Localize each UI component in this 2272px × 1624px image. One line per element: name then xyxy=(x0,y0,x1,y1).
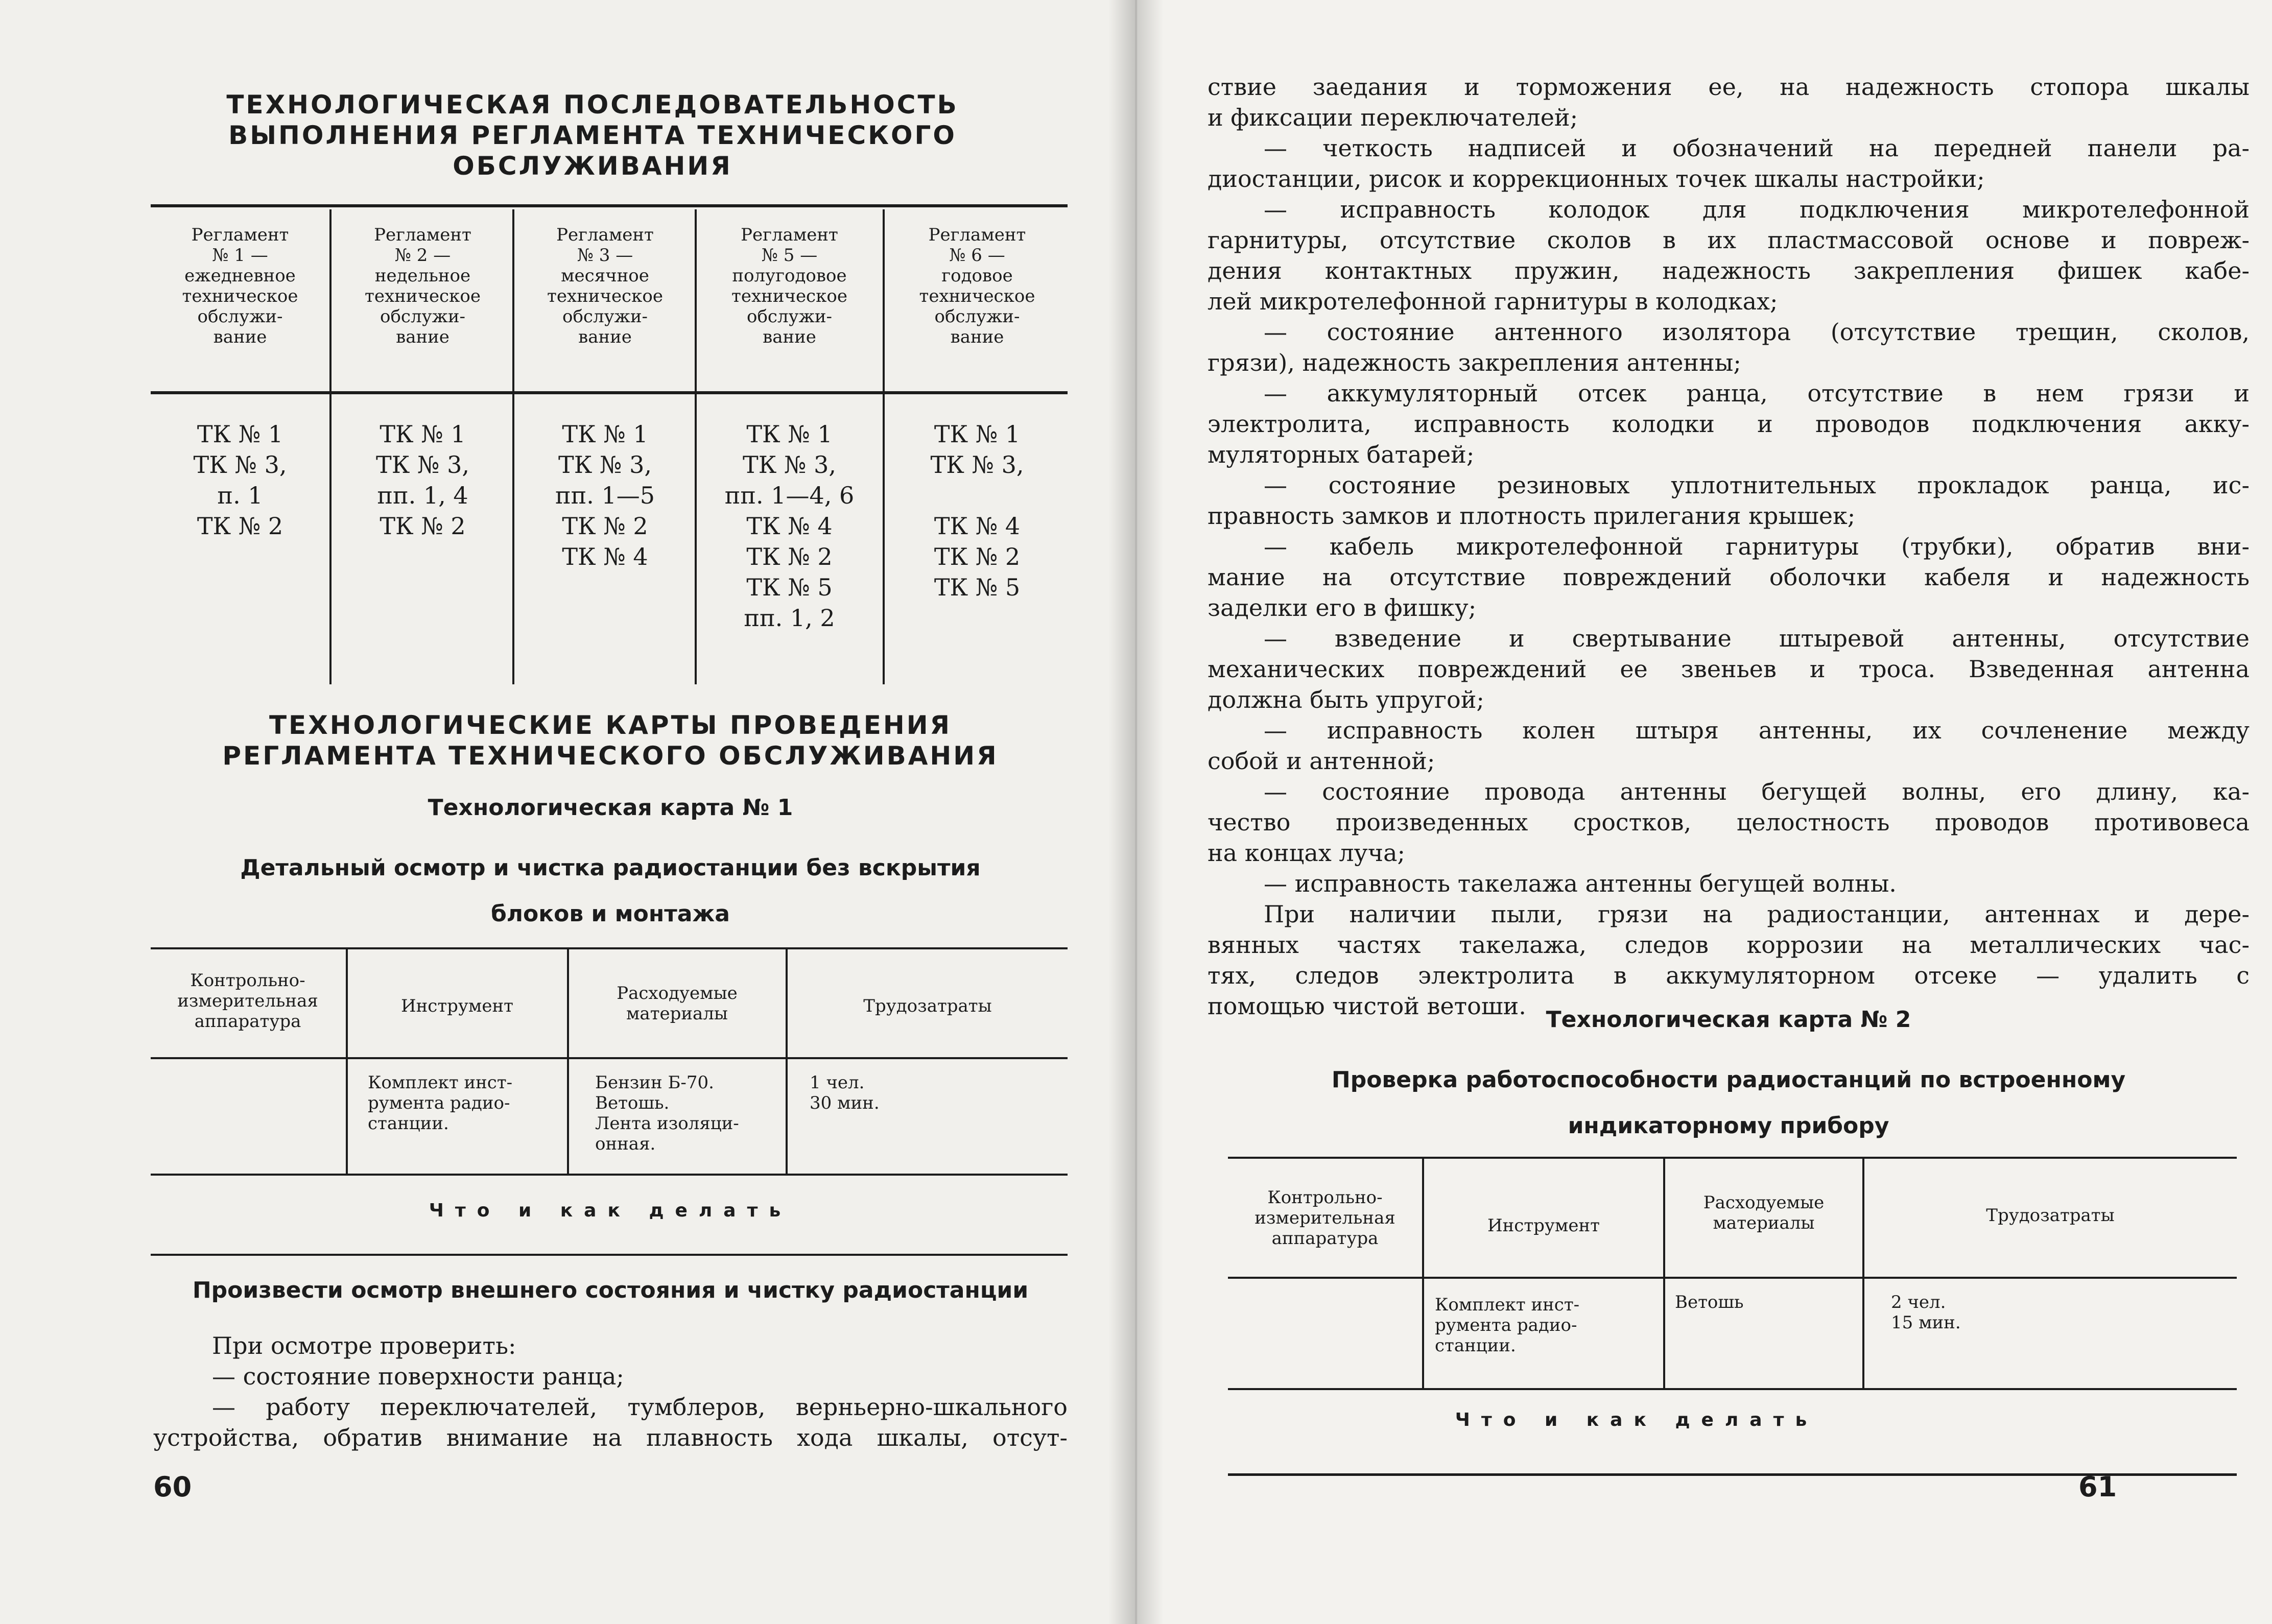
text-line: — состояние антенного изолятора (отсутствие трещин, сколов, xyxy=(1264,318,2250,346)
table-cell: ТК № 4 xyxy=(746,512,833,540)
table-cell: ТК № 4 xyxy=(562,543,648,570)
text-line: — состояние поверхности ранца; xyxy=(212,1363,624,1390)
cell-line: онная. xyxy=(595,1134,656,1154)
header-line: № 1 — xyxy=(212,245,268,266)
table-cell: ТК № 2 xyxy=(746,543,833,570)
table-header-rule xyxy=(151,391,1068,394)
text-line: При осмотре проверить: xyxy=(212,1332,516,1359)
column-divider xyxy=(329,209,332,684)
text-line: собой и антенной; xyxy=(1208,747,1435,775)
header-line: Регламент xyxy=(741,225,838,245)
header-equipment xyxy=(153,970,342,1032)
column-divider xyxy=(512,209,514,684)
table-cell: ТК № 3, xyxy=(193,451,287,479)
header-line: материалы xyxy=(1713,1213,1815,1233)
card1-text xyxy=(153,1330,1068,1453)
table-cell: ТК № 1 xyxy=(197,420,283,448)
cell-line: Лента изоляци- xyxy=(595,1113,739,1134)
header-line: техническое xyxy=(547,286,663,306)
header-line: вание xyxy=(213,327,267,347)
reglament-column-3 xyxy=(517,419,693,572)
header-labor xyxy=(1866,1205,2234,1226)
text-line: — состояние провода антенны бегущей волны, его длину, ка- xyxy=(1264,778,2250,805)
header-line: Регламент xyxy=(928,225,1026,245)
text-line: — аккумуляторный отсек ранца, отсутствие в нем грязи и xyxy=(1264,379,2250,407)
table-cell: ТК № 2 xyxy=(380,512,466,540)
column-divider xyxy=(1663,1159,1665,1388)
header-line: обслужи- xyxy=(746,306,832,327)
header-line: ежедневное xyxy=(184,266,296,286)
header-line: Инструмент xyxy=(401,996,513,1016)
text-line: правность замков и плотность прилегания крышек; xyxy=(1208,502,1856,530)
card2-title: Технологическая карта № 2 xyxy=(1546,1007,1911,1033)
subtitle-line: Проверка работоспособности радиостанций по встроенному xyxy=(1331,1067,2126,1093)
table-cell: ТК № 1 xyxy=(746,420,833,448)
right-page xyxy=(1136,0,2272,1624)
subtitle-line: блоков и монтажа xyxy=(491,901,730,927)
section-title-line: РЕГЛАМЕНТА ТЕХНИЧЕСКОГО ОБСЛУЖИВАНИЯ xyxy=(222,741,999,771)
table-bottom-rule xyxy=(151,1254,1068,1256)
reglament-header-1 xyxy=(153,225,327,347)
page-number: 60 xyxy=(153,1471,192,1503)
text-line: мание на отсутствие повреждений оболочки кабеля и надежность xyxy=(1208,563,2250,591)
text-line: должна быть упругой; xyxy=(1208,686,1484,713)
header-line: аппаратура xyxy=(1271,1228,1379,1249)
table-cell: ТК № 3, xyxy=(930,451,1024,479)
table-cell: ТК № 3, xyxy=(376,451,469,479)
what-how-label: Что и как делать xyxy=(1455,1410,1818,1430)
header-equipment xyxy=(1230,1187,1419,1249)
page-number: 61 xyxy=(2078,1471,2117,1503)
text-line: лей микротелефонной гарнитуры в колодках; xyxy=(1208,288,1778,315)
column-divider xyxy=(883,209,885,684)
header-line: № 2 — xyxy=(394,245,451,266)
header-tools xyxy=(350,996,564,1016)
text-line: и фиксации переключателей; xyxy=(1208,104,1578,131)
cell-labor xyxy=(810,1072,963,1113)
text-line: чество произведенных сростков, целостность проводов противовеса xyxy=(1208,808,2250,836)
header-line: материалы xyxy=(626,1004,728,1024)
header-line: Регламент xyxy=(374,225,471,245)
cell-line: 1 чел. xyxy=(810,1072,865,1093)
header-line: вание xyxy=(578,327,632,347)
header-line: Регламент xyxy=(191,225,289,245)
title-line: ОБСЛУЖИВАНИЯ xyxy=(453,151,732,181)
text-line: — исправность колен штыря антенны, их сочленение между xyxy=(1264,717,2250,744)
table-cell: ТК № 2 xyxy=(197,512,283,540)
header-tools xyxy=(1426,1215,1661,1236)
header-line: Регламент xyxy=(556,225,654,245)
header-line: техническое xyxy=(919,286,1035,306)
text-line: — состояние резиновых уплотнительных прокладок ранца, ис- xyxy=(1264,471,2250,499)
header-line: Трудозатраты xyxy=(863,996,992,1016)
reglament-header-6 xyxy=(888,225,1067,347)
reglament-column-2 xyxy=(335,419,511,541)
text-line: грязи), надежность закрепления антенны; xyxy=(1208,349,1741,376)
reglament-header-2 xyxy=(335,225,511,347)
section-title-line: ТЕХНОЛОГИЧЕСКИЕ КАРТЫ ПРОВЕДЕНИЯ xyxy=(269,710,952,740)
text-line: — исправность колодок для подключения микротелефонной xyxy=(1264,196,2250,223)
cell-line: румента радио- xyxy=(1435,1315,1577,1335)
table-top-rule xyxy=(151,204,1068,207)
reglament-column-1 xyxy=(153,419,327,541)
column-divider xyxy=(786,949,788,1174)
cell-line: станции. xyxy=(368,1113,449,1134)
table-cell: ТК № 3, xyxy=(558,451,652,479)
text-line: При наличии пыли, грязи на радиостанции, антеннах и дере- xyxy=(1264,900,2250,928)
table-cell: пп. 1—5 xyxy=(555,482,655,509)
header-line: недельное xyxy=(374,266,471,286)
table-cell: ТК № 2 xyxy=(562,512,648,540)
page-title xyxy=(153,89,1032,181)
cell-line: Ветошь xyxy=(1675,1292,1744,1312)
header-line: вание xyxy=(763,327,816,347)
header-line: обслужи- xyxy=(934,306,1020,327)
card1-action: Произвести осмотр внешнего состояния и чистку радиостанции xyxy=(192,1277,1029,1303)
table-cell: пп. 1—4, 6 xyxy=(724,482,855,509)
text-line: — исправность такелажа антенны бегущей волны. xyxy=(1264,870,1897,897)
table-header-rule xyxy=(151,1057,1068,1059)
cell-line: 15 мин. xyxy=(1891,1312,1961,1333)
header-line: обслужи- xyxy=(380,306,465,327)
column-divider xyxy=(695,209,697,684)
table-body-rule xyxy=(1228,1388,2237,1390)
title-line: ТЕХНОЛОГИЧЕСКАЯ ПОСЛЕДОВАТЕЛЬНОСТЬ xyxy=(226,90,959,120)
cell-line: 2 чел. xyxy=(1891,1292,1946,1312)
table-header-rule xyxy=(1228,1277,2237,1279)
cell-line: Ветошь. xyxy=(595,1093,670,1113)
header-line: Контрольно- xyxy=(190,970,305,991)
cell-line: Бензин Б-70. xyxy=(595,1072,714,1093)
cell-line: Комплект инст- xyxy=(368,1072,513,1093)
subtitle-line: индикаторному прибору xyxy=(1568,1113,1889,1139)
table-top-rule xyxy=(1228,1157,2237,1159)
text-line: гарнитуры, отсутствие сколов в их пластмассовой основе и повреж- xyxy=(1208,226,2250,254)
header-line: полугодовое xyxy=(732,266,847,286)
table-cell: ТК № 1 xyxy=(380,420,466,448)
header-line: годовое xyxy=(941,266,1013,286)
column-divider xyxy=(1862,1159,1864,1388)
table-top-rule xyxy=(151,947,1068,949)
cell-tools xyxy=(368,1072,557,1134)
header-materials xyxy=(571,983,783,1024)
header-line: техническое xyxy=(365,286,481,306)
table-body-rule xyxy=(151,1174,1068,1176)
header-line: измерительная xyxy=(1255,1208,1395,1228)
header-materials xyxy=(1667,1192,1860,1233)
text-line: механических повреждений ее звеньев и троса. Взведенная антенна xyxy=(1208,655,2250,683)
text-line: — работу переключателей, тумблеров, верньерно-шкального xyxy=(212,1393,1068,1421)
table-cell xyxy=(888,480,1067,511)
cell-materials xyxy=(595,1072,784,1154)
text-line: — четкость надписей и обозначений на передней панели ра- xyxy=(1264,134,2250,162)
text-line: диостанции, рисок и коррекционных точек шкалы настройки; xyxy=(1208,165,1985,193)
text-line: тях, следов электролита в аккумуляторном отсеке — удалить с xyxy=(1208,962,2250,989)
header-line: № 6 — xyxy=(949,245,1005,266)
text-line: вянных частях такелажа, следов коррозии на металлических час- xyxy=(1208,931,2250,959)
header-line: обслужи- xyxy=(197,306,283,327)
cell-line: станции. xyxy=(1435,1335,1516,1356)
text-line: заделки его в фишку; xyxy=(1208,594,1477,622)
header-line: Контрольно- xyxy=(1267,1187,1383,1208)
section-title xyxy=(153,710,1068,771)
table-cell: п. 1 xyxy=(217,482,263,509)
what-how-label: Что и как делать xyxy=(429,1200,792,1221)
header-line: № 5 — xyxy=(761,245,818,266)
card1-subtitle xyxy=(153,845,1068,937)
text-line: — кабель микротелефонной гарнитуры (трубки), обратив вни- xyxy=(1264,533,2250,560)
header-line: Трудозатраты xyxy=(1986,1205,2115,1226)
header-line: № 3 — xyxy=(577,245,633,266)
text-line: дения контактных пружин, надежность закрепления фишек кабе- xyxy=(1208,257,2250,284)
table-cell: пп. 1, 4 xyxy=(377,482,468,509)
table-cell: ТК № 5 xyxy=(746,574,833,601)
table-cell: ТК № 1 xyxy=(562,420,648,448)
cell-labor xyxy=(1891,1292,2044,1333)
header-line: вание xyxy=(950,327,1004,347)
table-cell: ТК № 1 xyxy=(934,420,1021,448)
table-cell: пп. 1, 2 xyxy=(744,604,835,632)
header-line: техническое xyxy=(182,286,298,306)
reglament-header-3 xyxy=(517,225,693,347)
cell-line: Комплект инст- xyxy=(1435,1295,1580,1315)
header-line: месячное xyxy=(561,266,649,286)
header-line: Инструмент xyxy=(1487,1215,1600,1236)
header-labor xyxy=(790,996,1066,1016)
reglament-header-5 xyxy=(699,225,880,347)
title-line: ВЫПОЛНЕНИЯ РЕГЛАМЕНТА ТЕХНИЧЕСКОГО xyxy=(228,121,957,150)
header-line: Расходуемые xyxy=(1703,1192,1825,1213)
column-divider xyxy=(567,949,569,1174)
subtitle-line: Детальный осмотр и чистка радиостанции без вскрытия xyxy=(240,855,981,881)
header-line: вание xyxy=(396,327,449,347)
card1-title: Технологическая карта № 1 xyxy=(428,795,793,821)
table-cell: ТК № 3, xyxy=(743,451,836,479)
inspection-text xyxy=(1208,71,2250,1021)
header-line: обслужи- xyxy=(562,306,648,327)
reglament-column-5 xyxy=(699,419,880,633)
text-line: электролита, исправность колодки и проводов подключения акку- xyxy=(1208,410,2250,438)
cell-line: 30 мин. xyxy=(810,1093,880,1113)
text-line: ствие заедания и торможения ее, на надежность стопора шкалы xyxy=(1208,73,2250,101)
table-cell: ТК № 5 xyxy=(934,574,1021,601)
card2-subtitle xyxy=(1208,1057,2250,1149)
text-line: муляторных батарей; xyxy=(1208,441,1475,468)
text-line: на концах луча; xyxy=(1208,839,1406,867)
text-line: помощью чистой ветоши. xyxy=(1208,992,1526,1020)
column-divider xyxy=(346,949,348,1174)
header-line: аппаратура xyxy=(194,1011,301,1032)
cell-tools xyxy=(1435,1295,1649,1356)
text-line: — взведение и свертывание штыревой антенны, отсутствие xyxy=(1264,625,2250,652)
header-line: техническое xyxy=(731,286,847,306)
reglament-column-6 xyxy=(888,419,1067,603)
table-cell: ТК № 4 xyxy=(934,512,1021,540)
header-line: измерительная xyxy=(177,991,318,1011)
column-divider xyxy=(1422,1159,1424,1388)
cell-materials xyxy=(1675,1292,1859,1312)
text-line: устройства, обратив внимание на плавность хода шкалы, отсут- xyxy=(153,1424,1068,1451)
table-cell: ТК № 2 xyxy=(934,543,1021,570)
header-line: Расходуемые xyxy=(617,983,738,1004)
cell-line: румента радио- xyxy=(368,1093,510,1113)
